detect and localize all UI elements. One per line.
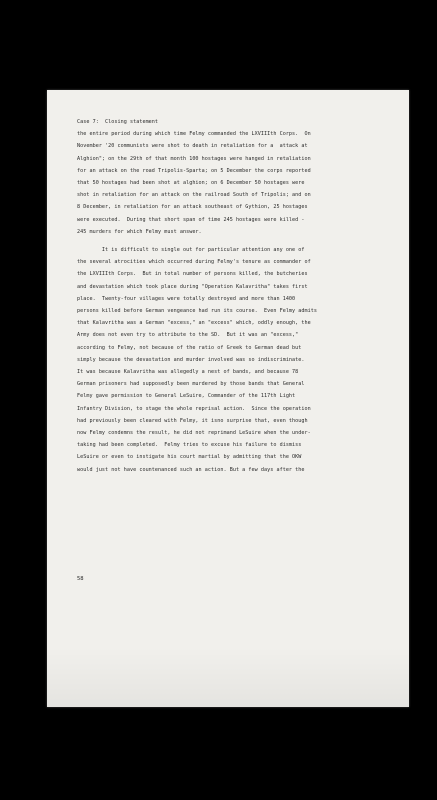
text-line: Felmy gave permission to General LeSuire, Commander of the 117th Light <box>77 393 296 400</box>
document-heading: Case 7: Closing statement <box>77 119 159 125</box>
document-body <box>77 116 395 476</box>
text-line: that Kalavritha was a German "excess," an "excess" which, oddly enough, the <box>77 320 311 327</box>
document-page <box>47 90 409 707</box>
text-line: that 50 hostages had been shot at alghion; on 6 December 50 hostages were <box>77 180 305 187</box>
text-line: Army does not even try to attribute to the SD. But it was an "excess," <box>77 332 299 339</box>
text-line: would just not have countenanced such an action. But a few days after the <box>77 466 305 473</box>
text-line: the several atrocities which occurred during Felmy's tenure as commander of <box>77 259 311 266</box>
text-line: taking had been completed. Felmy tries to excuse his failure to dismiss <box>77 442 302 449</box>
text-line: for an attack on the road Tripolis-Sparta; on 5 December the corps reported <box>77 167 311 174</box>
paragraph <box>77 244 395 476</box>
text-line: the entire period during which time Felmy commanded the LXVIIIth Corps. On <box>77 131 311 138</box>
page-number: 58 <box>77 576 84 582</box>
text-line: It is difficult to single out for particular attention any one of <box>77 247 305 254</box>
text-line: 8 December, in retaliation for an attack southeast of Gythion, 25 hostages <box>77 204 308 211</box>
text-line: November '20 communists were shot to death in retaliation for a attack at <box>77 143 308 150</box>
text-line: simply because the devastation and murder involved was so indiscriminate. <box>77 356 305 363</box>
paragraph <box>77 128 395 238</box>
text-line: had previously been cleared with Felmy, it isno surprise that, even though <box>77 417 308 424</box>
text-line: according to Felmy, not because of the ratio of Greek to German dead but <box>77 344 302 351</box>
text-line: Infantry Division, to stage the whole reprisal action. Since the operation <box>77 405 311 412</box>
text-line: persons killed before German vengeance had run its course. Even Felmy admits <box>77 308 317 315</box>
paper-shading <box>47 647 409 707</box>
text-line: German prisoners had supposedly been murdered by those bands that General <box>77 381 305 388</box>
text-line: were executed. During that short span of time 245 hostages were killed - <box>77 216 305 223</box>
text-line: LeSuire or even to instigate his court martial by admitting that the OKW <box>77 454 302 461</box>
text-line: now Felmy condemns the result, he did not reprimand LeSuire when the under- <box>77 430 311 437</box>
text-line: Alghion"; on the 29th of that month 100 hostages were hanged in retaliation <box>77 155 311 162</box>
text-line: 245 murders for which Felmy must answer. <box>77 228 202 235</box>
text-line: the LXVIIIth Corps. But in total number of persons killed, the butcheries <box>77 271 308 278</box>
text-line: place. Twenty-four villages were totally destroyed and more than 1400 <box>77 295 296 302</box>
text-line: and devastation which took place during "Operation Kalavritha" takes first <box>77 283 308 290</box>
text-line: It was because Kalavritha was allegedly a nest of bands, and because 78 <box>77 369 299 376</box>
text-line: shot in retaliation for an attack on the railroad South of Tripolis; and on <box>77 192 311 199</box>
